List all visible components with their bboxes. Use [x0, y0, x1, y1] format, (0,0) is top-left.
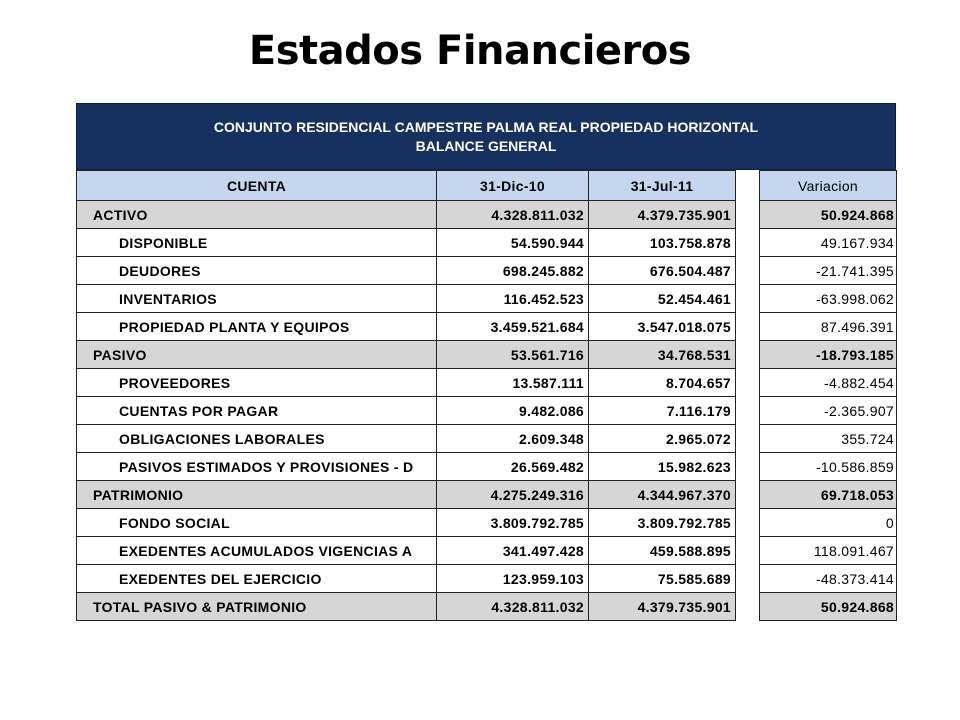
- variation-cell: 0: [760, 509, 897, 537]
- variation-cell: 50.924.868: [760, 201, 897, 229]
- account-cell: PROVEEDORES: [77, 369, 437, 397]
- column-gap: [736, 453, 760, 481]
- period2-cell: 459.588.895: [589, 537, 736, 565]
- period2-cell: 4.379.735.901: [589, 201, 736, 229]
- variation-cell: -4.882.454: [760, 369, 897, 397]
- period2-cell: 676.504.487: [589, 257, 736, 285]
- account-cell: CUENTAS POR PAGAR: [77, 397, 437, 425]
- table-body: [77, 171, 897, 621]
- column-gap: [736, 257, 760, 285]
- table-row: [77, 257, 897, 285]
- table-row: [77, 537, 897, 565]
- column-gap: [736, 537, 760, 565]
- period2-cell: 34.768.531: [589, 341, 736, 369]
- balance-sheet: [76, 103, 896, 621]
- table-row: [77, 229, 897, 257]
- period1-cell: 4.328.811.032: [437, 201, 589, 229]
- period1-cell: 116.452.523: [437, 285, 589, 313]
- period1-cell: 341.497.428: [437, 537, 589, 565]
- account-cell: PROPIEDAD PLANTA Y EQUIPOS: [77, 313, 437, 341]
- column-gap: [736, 425, 760, 453]
- table-row: [77, 593, 897, 621]
- statement-name: BALANCE GENERAL: [415, 137, 557, 154]
- variation-cell: -10.586.859: [760, 453, 897, 481]
- report-header: [76, 103, 896, 170]
- account-cell: EXEDENTES DEL EJERCICIO: [77, 565, 437, 593]
- period2-cell: 8.704.657: [589, 369, 736, 397]
- account-cell: INVENTARIOS: [77, 285, 437, 313]
- period1-cell: 4.275.249.316: [437, 481, 589, 509]
- variation-cell: 87.496.391: [760, 313, 897, 341]
- column-gap: [736, 397, 760, 425]
- period2-cell: 75.585.689: [589, 565, 736, 593]
- period1-cell: 3.809.792.785: [437, 509, 589, 537]
- column-header-variation: Variacion: [760, 171, 897, 201]
- column-gap: [736, 369, 760, 397]
- table-row: [77, 341, 897, 369]
- variation-cell: 50.924.868: [760, 593, 897, 621]
- period2-cell: 3.547.018.075: [589, 313, 736, 341]
- entity-name: CONJUNTO RESIDENCIAL CAMPESTRE PALMA REAL PROPIEDAD HORIZONTAL: [213, 118, 759, 135]
- column-header-row: [77, 171, 897, 201]
- table-row: [77, 397, 897, 425]
- table-row: [77, 201, 897, 229]
- variation-cell: 49.167.934: [760, 229, 897, 257]
- table-row: [77, 565, 897, 593]
- column-gap: [736, 593, 760, 621]
- account-cell: DEUDORES: [77, 257, 437, 285]
- variation-cell: -63.998.062: [760, 285, 897, 313]
- period1-cell: 698.245.882: [437, 257, 589, 285]
- variation-cell: 118.091.467: [760, 537, 897, 565]
- variation-cell: 69.718.053: [760, 481, 897, 509]
- period1-cell: 26.569.482: [437, 453, 589, 481]
- column-header-account: CUENTA: [77, 171, 437, 201]
- account-cell: EXEDENTES ACUMULADOS VIGENCIAS A: [77, 537, 437, 565]
- account-cell: PASIVO: [77, 341, 437, 369]
- table-row: [77, 425, 897, 453]
- account-cell: ACTIVO: [77, 201, 437, 229]
- period1-cell: 53.561.716: [437, 341, 589, 369]
- period1-cell: 54.590.944: [437, 229, 589, 257]
- column-header-period2: 31-Jul-11: [589, 171, 736, 201]
- account-cell: PASIVOS ESTIMADOS Y PROVISIONES - D: [77, 453, 437, 481]
- variation-cell: -18.793.185: [760, 341, 897, 369]
- period1-cell: 3.459.521.684: [437, 313, 589, 341]
- period1-cell: 123.959.103: [437, 565, 589, 593]
- period2-cell: 4.344.967.370: [589, 481, 736, 509]
- account-cell: TOTAL PASIVO & PATRIMONIO: [77, 593, 437, 621]
- column-gap: [736, 201, 760, 229]
- column-gap: [736, 313, 760, 341]
- period1-cell: 2.609.348: [437, 425, 589, 453]
- column-gap: [736, 285, 760, 313]
- account-cell: OBLIGACIONES LABORALES: [77, 425, 437, 453]
- period1-cell: 13.587.111: [437, 369, 589, 397]
- variation-cell: -48.373.414: [760, 565, 897, 593]
- column-gap: [736, 171, 760, 201]
- variation-cell: -2.365.907: [760, 397, 897, 425]
- period2-cell: 3.809.792.785: [589, 509, 736, 537]
- balance-table: [76, 170, 897, 621]
- period1-cell: 4.328.811.032: [437, 593, 589, 621]
- period2-cell: 4.379.735.901: [589, 593, 736, 621]
- table-row: [77, 509, 897, 537]
- table-row: [77, 369, 897, 397]
- period2-cell: 103.758.878: [589, 229, 736, 257]
- variation-cell: -21.741.395: [760, 257, 897, 285]
- table-row: [77, 453, 897, 481]
- column-gap: [736, 481, 760, 509]
- column-gap: [736, 341, 760, 369]
- account-cell: DISPONIBLE: [77, 229, 437, 257]
- table-row: [77, 285, 897, 313]
- column-gap: [736, 229, 760, 257]
- period2-cell: 2.965.072: [589, 425, 736, 453]
- account-cell: PATRIMONIO: [77, 481, 437, 509]
- variation-cell: 355.724: [760, 425, 897, 453]
- column-gap: [736, 509, 760, 537]
- column-gap: [736, 565, 760, 593]
- period2-cell: 52.454.461: [589, 285, 736, 313]
- table-row: [77, 481, 897, 509]
- period2-cell: 15.982.623: [589, 453, 736, 481]
- table-row: [77, 313, 897, 341]
- period2-cell: 7.116.179: [589, 397, 736, 425]
- column-header-period1: 31-Dic-10: [437, 171, 589, 201]
- period1-cell: 9.482.086: [437, 397, 589, 425]
- account-cell: FONDO SOCIAL: [77, 509, 437, 537]
- slide-title: Estados Financieros: [248, 28, 692, 74]
